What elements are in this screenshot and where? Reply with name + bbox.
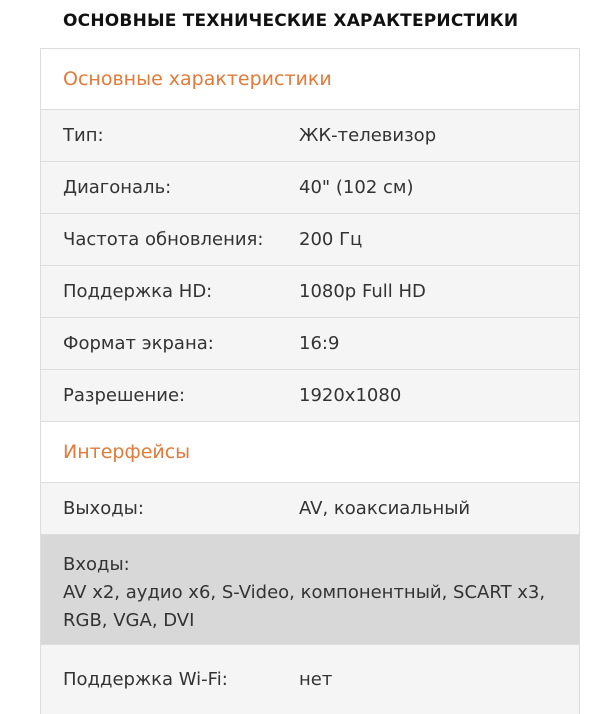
section-heading-label: Основные характеристики: [63, 68, 332, 90]
page-title: ОСНОВНЫЕ ТЕХНИЧЕСКИЕ ХАРАКТЕРИСТИКИ: [63, 11, 519, 31]
section-heading-interfaces: [41, 421, 579, 482]
section-heading-label: Интерфейсы: [63, 441, 191, 463]
spec-row-hd-support: [41, 265, 579, 317]
spec-key: Формат экрана:: [63, 333, 214, 354]
spec-value: AV, коаксиальный: [299, 498, 471, 519]
spec-key: Входы:: [63, 554, 130, 575]
spec-table: [40, 48, 580, 714]
spec-key: Поддержка Wi-Fi:: [63, 669, 228, 690]
spec-row-resolution: [41, 369, 579, 421]
spec-value: нет: [299, 669, 333, 690]
spec-value: 1080p Full HD: [299, 281, 426, 302]
spec-row-type: [41, 109, 579, 161]
spec-row-outputs: [41, 482, 579, 534]
spec-value: 1920x1080: [299, 385, 402, 406]
spec-row-wifi: [41, 644, 579, 714]
spec-value: 16:9: [299, 333, 340, 354]
spec-value: 40" (102 см): [299, 177, 414, 198]
spec-row-inputs: [41, 534, 579, 644]
spec-key: Диагональ:: [63, 177, 172, 198]
spec-value: 200 Гц: [299, 229, 363, 250]
spec-value: ЖК-телевизор: [299, 125, 437, 146]
spec-row-refresh-rate: [41, 213, 579, 265]
spec-key: Тип:: [63, 125, 104, 146]
left-margin: [0, 0, 40, 699]
spec-value: AV x2, аудио x6, S-Video, компонентный, SCART x3, RGB, VGA, DVI: [63, 582, 546, 631]
spec-key: Выходы:: [63, 498, 144, 519]
spec-key: Разрешение:: [63, 385, 186, 406]
section-heading-main: [41, 48, 579, 109]
right-margin: [580, 0, 615, 699]
spec-key: Поддержка HD:: [63, 281, 213, 302]
spec-key: Частота обновления:: [63, 229, 264, 250]
spec-row-aspect-ratio: [41, 317, 579, 369]
spec-row-diagonal: [41, 161, 579, 213]
